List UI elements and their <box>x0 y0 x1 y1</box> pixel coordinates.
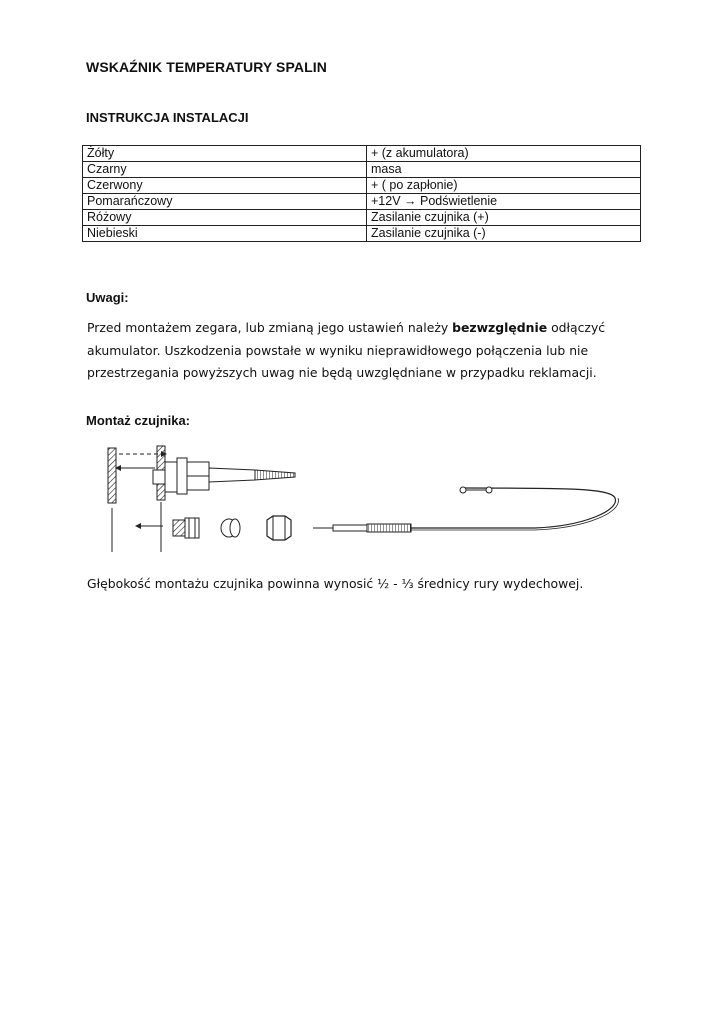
table-row <box>83 178 641 194</box>
notes-text-bold: bezwzględnie <box>452 320 548 335</box>
wire-function-cell: + ( po zapłonie) <box>367 178 641 194</box>
notes-paragraph <box>87 317 632 385</box>
wire-function-cell: masa <box>367 162 641 178</box>
wire-color-cell: Żółty <box>83 146 367 162</box>
page-title: WSKAŹNIK TEMPERATURY SPALIN <box>86 59 327 75</box>
ferrule-icon <box>221 519 240 537</box>
table-row <box>83 162 641 178</box>
table-row <box>83 146 641 162</box>
wire-color-cell: Niebieski <box>83 226 367 242</box>
wire-function-cell: Zasilanie czujnika (-) <box>367 226 641 242</box>
assembly-direction-arrow <box>135 523 163 529</box>
sensor-mounting-diagram <box>95 440 635 560</box>
wire-color-cell: Pomarańczowy <box>83 194 367 210</box>
sensor-probe-icon <box>313 488 618 532</box>
table-row <box>83 210 641 226</box>
table-row <box>83 226 641 242</box>
wire-color-cell: Różowy <box>83 210 367 226</box>
hex-nut-icon <box>267 516 291 540</box>
sensor-mounting-heading: Montaż czujnika: <box>86 413 191 428</box>
threaded-fitting-icon <box>173 518 199 538</box>
exhaust-wall-left <box>108 448 116 552</box>
section-title-installation: INSTRUKCJA INSTALACJI <box>86 110 249 125</box>
table-row <box>83 194 641 210</box>
wire-color-cell: Czerwony <box>83 178 367 194</box>
notes-text-before: Przed montażem zegara, lub zmianą jego ustawień należy <box>87 320 453 335</box>
wire-function-cell: + (z akumulatora) <box>367 146 641 162</box>
mounted-sensor-icon <box>153 458 295 494</box>
notes-heading: Uwagi: <box>86 290 129 305</box>
wire-function-cell: +12V → Podświetlenie <box>367 194 641 210</box>
wire-color-cell: Czarny <box>83 162 367 178</box>
mounting-depth-note: Głębokość montażu czujnika powinna wynosić ½ - ⅓ średnicy rury wydechowej. <box>87 576 584 591</box>
exhaust-wall-right <box>157 446 165 552</box>
notes-text-after: odłączyć akumulator. Uszkodzenia powstałe w wyniku nieprawidłowego połączenia lub nie przestrzegania powyższych uwag nie będą uwzględniane w przypadku reklamacji. <box>87 320 606 380</box>
wire-function-cell: Zasilanie czujnika (+) <box>367 210 641 226</box>
wiring-table <box>82 145 641 242</box>
